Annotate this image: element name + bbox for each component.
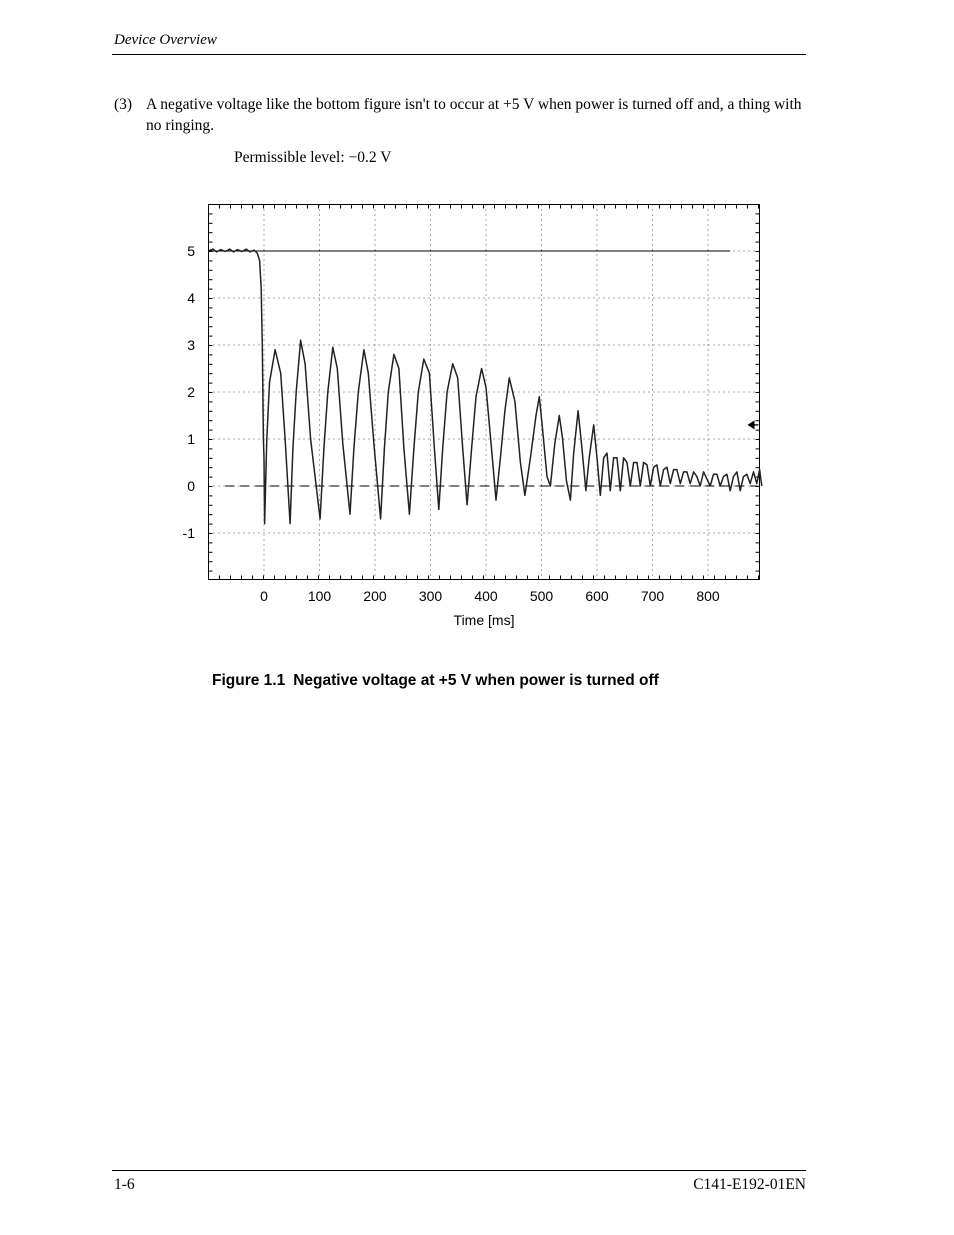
- x-tick-label: 400: [474, 588, 498, 604]
- page-number: 1-6: [114, 1176, 135, 1193]
- voltage-trace: [209, 249, 762, 523]
- y-tick-label: 5: [187, 243, 195, 259]
- y-axis-ticks: [183, 243, 196, 541]
- chart-grid: [209, 205, 760, 580]
- header-rule: [112, 54, 806, 55]
- x-axis-label: Time [ms]: [453, 612, 515, 628]
- x-tick-label: 500: [529, 588, 554, 604]
- level-marker: [748, 420, 759, 429]
- figure-title: Negative voltage at +5 V when power is turned off: [293, 672, 659, 689]
- document-code: C141-E192-01EN: [693, 1176, 806, 1193]
- running-header: Device Overview: [114, 32, 217, 48]
- x-tick-label: 600: [585, 588, 609, 604]
- y-tick-label: 4: [187, 290, 195, 306]
- figure-caption: [212, 672, 659, 690]
- y-tick-label: -1: [182, 525, 195, 541]
- item-number: (3): [114, 96, 133, 113]
- permissible-level: Permissible level: −0.2 V: [234, 149, 392, 166]
- x-tick-label: 0: [260, 588, 268, 604]
- x-tick-label: 100: [307, 588, 332, 604]
- footer-rule: [112, 1170, 806, 1171]
- y-tick-label: 2: [187, 384, 195, 400]
- x-tick-label: 700: [640, 588, 665, 604]
- x-tick-label: 800: [696, 588, 720, 604]
- x-tick-label: 200: [363, 588, 387, 604]
- item-text: A negative voltage like the bottom figure isn't to occur at +5 V when power is turned off and, a thing with no ringing.: [146, 96, 802, 134]
- x-tick-label: 300: [418, 588, 443, 604]
- x-axis-ticks: [260, 588, 720, 604]
- figure-label: Figure 1.1: [212, 672, 286, 689]
- voltage-chart: [170, 195, 770, 640]
- y-tick-label: 3: [187, 337, 195, 353]
- y-tick-label: 1: [187, 431, 195, 447]
- y-tick-label: 0: [187, 478, 195, 494]
